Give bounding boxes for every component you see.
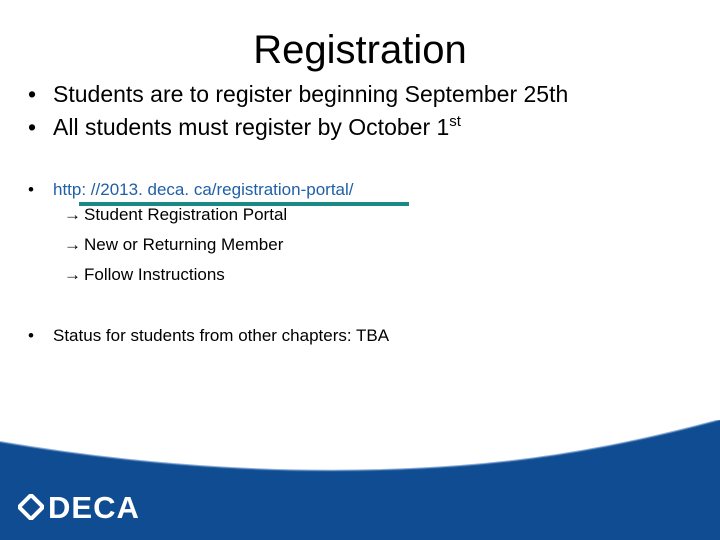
ordinal-suffix: st [449, 113, 461, 130]
bullet-text: All students must register by October 1 [53, 114, 450, 140]
step-label: Student Registration Portal [84, 205, 288, 224]
slide-title: Registration [253, 28, 467, 72]
arrow-right-icon: → [64, 265, 81, 284]
registration-portal-link[interactable]: http: //2013. deca. ca/registration-portal/ [53, 180, 354, 199]
bullet-register-start [28, 78, 708, 111]
deca-diamond-icon [18, 494, 44, 520]
bullet-dot: • [28, 81, 37, 107]
bullet-dot: • [28, 326, 34, 345]
step-follow-instructions [64, 260, 287, 290]
step-student-registration-portal [64, 200, 287, 230]
step-new-or-returning-member [64, 230, 287, 260]
step-label: Follow Instructions [84, 265, 225, 284]
bullet-text: Status for students from other chapters: TBA [53, 326, 390, 345]
arrow-right-icon: → [64, 235, 81, 254]
bullet-register-deadline [28, 111, 708, 144]
bullet-status-other-chapters [28, 321, 389, 351]
step-label: New or Returning Member [84, 235, 284, 254]
bullet-dot: • [28, 180, 34, 199]
arrow-right-icon: → [64, 205, 81, 224]
bullet-dot: • [28, 114, 37, 140]
steps-list [64, 200, 287, 290]
deca-logo: DECA [48, 490, 140, 525]
main-bullet-list [28, 78, 708, 144]
bullet-text: Students are to register beginning September 25th [53, 81, 569, 107]
